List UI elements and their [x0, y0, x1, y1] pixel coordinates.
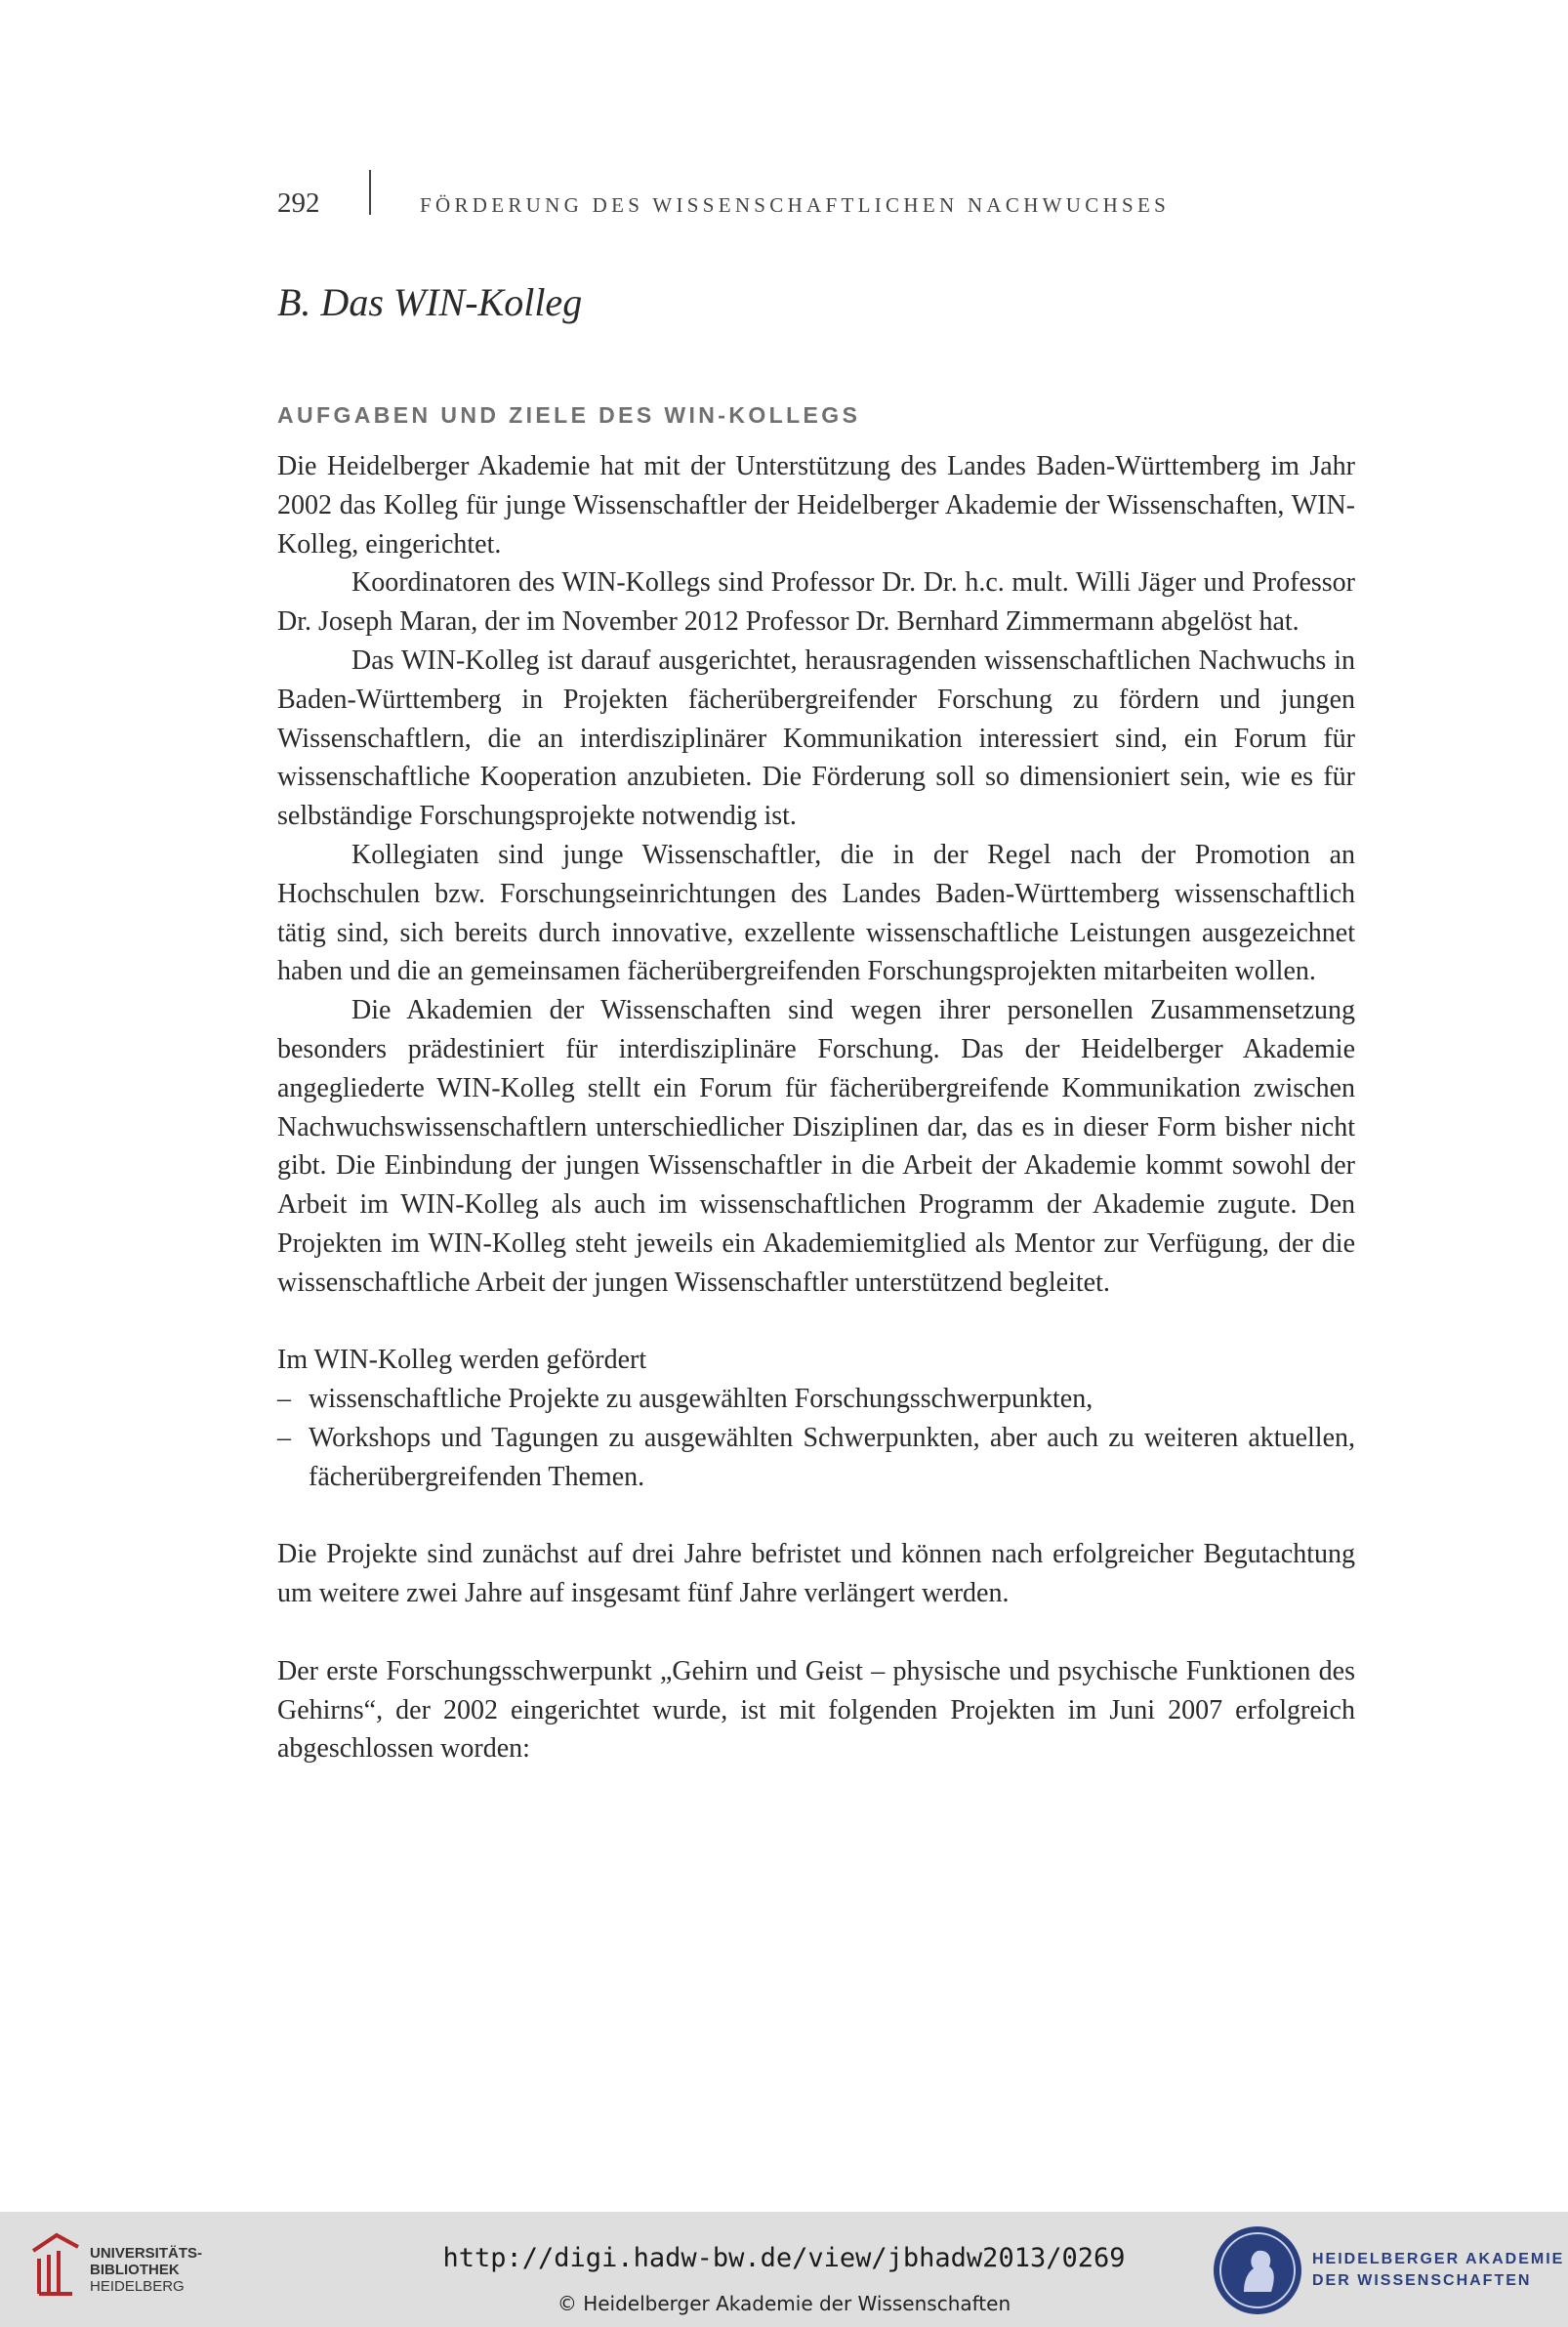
- list-item: [277, 1380, 1355, 1419]
- list-dash: –: [277, 1384, 291, 1415]
- list-item-text: Workshops und Tagungen zu ausgewählten Schwerpunkten, aber auch zu weiteren aktuellen, fächerübergreifenden Themen.: [309, 1422, 1355, 1492]
- footer-band: [0, 2212, 1568, 2327]
- running-title: FÖRDERUNG DES WISSENSCHAFTLICHEN NACHWUCHSES: [420, 193, 1171, 217]
- paragraph: Koordinatoren des WIN-Kollegs sind Professor Dr. Dr. h.c. mult. Willi Jäger und Professor Dr. Joseph Maran, der im November 2012 Professor Dr. Bernhard Zimmermann abgelöst hat.: [277, 567, 1355, 638]
- subheading: AUFGABEN UND ZIELE DES WIN-KOLLEGS: [277, 402, 861, 428]
- academy-line: HEIDELBERGER AKADEMIE: [1312, 2251, 1565, 2267]
- header-divider: [369, 170, 371, 215]
- ub-line: UNIVERSITÄTS-: [90, 2245, 203, 2262]
- list-intro: Im WIN-Kolleg werden gefördert: [277, 1345, 647, 1376]
- source-url-link[interactable]: http://digi.hadw-bw.de/view/jbhadw2013/0269: [442, 2243, 1126, 2273]
- paragraph: Die Heidelberger Akademie hat mit der Unterstützung des Landes Baden-Württemberg im Jahr 2002 das Kolleg für junge Wissenschaftler der Heidelberger Akademie der Wissenschaften, WIN-Kolleg, eingerichtet.: [277, 451, 1355, 560]
- paragraph: Das WIN-Kolleg ist darauf ausgerichtet, herausragenden wissenschaftlichen Nachwuchs in Baden-Württemberg in Projekten fächerübergreifender Forschung zu fördern und jungen Wissenschaftlern, die an interdisziplinärer Kommunikation interessiert sind, ein Forum für wissenschaftliche Kooperation anzubieten. Die Förderung soll so dimensioniert sein, wie es für selbständige Forschungsprojekte notwendig ist.: [277, 644, 1355, 832]
- academy-seal-icon: [1211, 2223, 1304, 2317]
- body-text: [277, 447, 1355, 1768]
- list-item: [277, 1419, 1355, 1497]
- section-title: B. Das WIN-Kolleg: [277, 280, 583, 324]
- ub-line: BIBLIOTHEK: [90, 2262, 180, 2278]
- paragraph: Der erste Forschungsschwerpunkt „Gehirn und Geist – physische und psychische Funktionen des Gehirns“, der 2002 eingerichtet wurde, ist mit folgenden Projekten im Juni 2007 erfolgreich abgeschlossen worden:: [277, 1655, 1355, 1765]
- paragraph: Kollegiaten sind junge Wissenschaftler, die in der Regel nach der Promotion an Hochschulen bzw. Forschungseinrichtungen des Landes Baden-Württemberg wissenschaftlich tätig sind, sich bereits durch innovative, exzellente wissenschaftliche Leistungen ausgezeichnet haben und die an gemeinsamen fächerübergreifenden Forschungsprojekten mitarbeiten wollen.: [277, 839, 1355, 987]
- list-item-text: wissenschaftliche Projekte zu ausgewählten Forschungsschwerpunkten,: [309, 1384, 1093, 1415]
- academy-name: [1312, 2249, 1564, 2292]
- ub-line: HEIDELBERG: [90, 2278, 185, 2295]
- paragraph: Die Akademien der Wissenschaften sind wegen ihrer personellen Zusammensetzung besonders prädestiniert für interdisziplinäre Forschung. Das der Heidelberger Akademie angegliederte WIN-Kolleg stellt ein Forum für fächerübergreifende Kommunikation zwischen Nachwuchswissenschaftlern unterschiedlicher Disziplinen dar, das es in dieser Form bisher nicht gibt. Die Einbindung der jungen Wissenschaftler in die Arbeit der Akademie kommt sowohl der Arbeit im WIN-Kolleg als auch im wissenschaftlichen Programm der Akademie zugute. Den Projekten im WIN-Kolleg steht jeweils ein Akademiemitglied als Mentor zur Verfügung, der die wissenschaftliche Arbeit der jungen Wissenschaftler unterstützend begleitet.: [277, 995, 1355, 1298]
- list-dash: –: [277, 1422, 291, 1453]
- funding-list: [277, 1380, 1355, 1496]
- running-header: [277, 187, 1355, 229]
- paragraph: Die Projekte sind zunächst auf drei Jahre befristet und können nach erfolgreicher Begutachtung um weitere zwei Jahre auf insgesamt fünf Jahre verlängert werden.: [277, 1539, 1355, 1609]
- page-number: 292: [277, 187, 320, 219]
- copyright-notice: © Heidelberger Akademie der Wissenschaften: [557, 2292, 1011, 2315]
- academy-line: DER WISSENSCHAFTEN: [1312, 2272, 1532, 2289]
